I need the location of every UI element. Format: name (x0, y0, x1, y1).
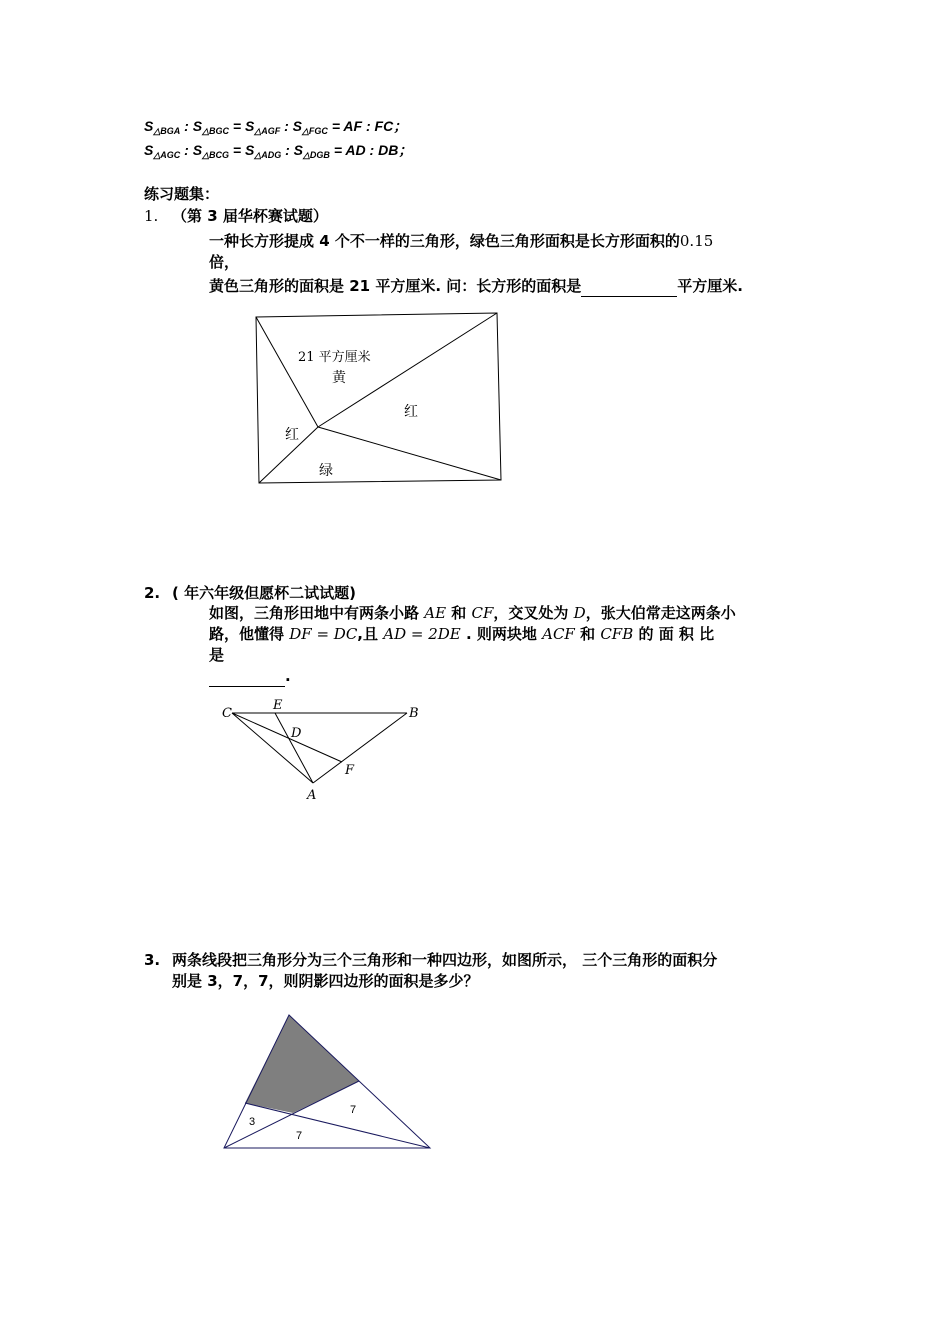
problem3-number: 3. (144, 951, 161, 969)
fig3-area-7-right: 7 (350, 1104, 357, 1116)
fig1-area-label: 21 平方厘米 (298, 350, 371, 365)
fig2-label-a: A (307, 788, 317, 803)
shaded-quadrilateral (245, 1015, 359, 1113)
fig1-red-left-label: 红 (285, 427, 299, 443)
fig2-label-c: C (222, 706, 232, 721)
problem1-source: （第 3 届华杯赛试题） (172, 207, 328, 225)
problem2-answer-line: . (209, 666, 291, 687)
fig2-label-e: E (273, 698, 283, 713)
problem3-line1: 两条线段把三角形分为三个三角形和一种四边形，如图所示， 三个三角形的面积分 (172, 951, 718, 969)
fig1-yellow-label: 黄 (332, 370, 346, 386)
problem2-number: 2. (144, 584, 161, 602)
fig2-label-f: F (345, 763, 355, 778)
problem2-source: ( 年六年级但愿杯二试试题) (172, 584, 356, 602)
fig1-green-label: 绿 (319, 463, 333, 479)
problem1-line2: 倍， (209, 253, 240, 271)
fig2-label-d: D (291, 726, 302, 741)
problem2-line3: 是 (209, 646, 225, 664)
problem2-line1: 如图，三角形田地中有两条小路 AE 和 CF，交叉处为 D，张大伯常走这两条小 (209, 604, 736, 622)
problem1-line3: 黄色三角形的面积是 21 平方厘米. 问：长方形的面积是 平方厘米. (209, 277, 743, 295)
problem3-line2: 别是 3，7，7，则阴影四边形的面积是多少？ (172, 972, 479, 990)
fig2-label-b: B (409, 706, 419, 721)
problem1-line1: 一种长方形提成 4 个不一样的三角形，绿色三角形面积是长方形面积的0.15 (209, 232, 714, 250)
section-title: 练习题集： (144, 185, 220, 203)
problem1-number: 1. (144, 207, 159, 225)
fig3-area-3: 3 (249, 1116, 256, 1128)
fig1-red-right-label: 红 (404, 404, 418, 420)
ratio-formula-1: $S_{\triangle BGA}$ : $S_{\triangle BGC} = S_{\triangle AGF}$ : $S_{\triangle FGC}$ = AF : FC； (144, 118, 408, 136)
fig3-segment-2 (245, 1103, 430, 1148)
problem2-line2: 路，他懂得 DF = DC,且 AD = 2DE . 则两块地 ACF 和 CFB 的 面 积 比 (209, 625, 715, 643)
ratio-formula-2: $S_{\triangle AGC}$ : $S_{\triangle BCG} = S_{\triangle ADG}$ : $S_{\triangle DGB}$ = AD : DB； (144, 142, 413, 160)
fig3-area-7-bottom: 7 (296, 1130, 303, 1142)
